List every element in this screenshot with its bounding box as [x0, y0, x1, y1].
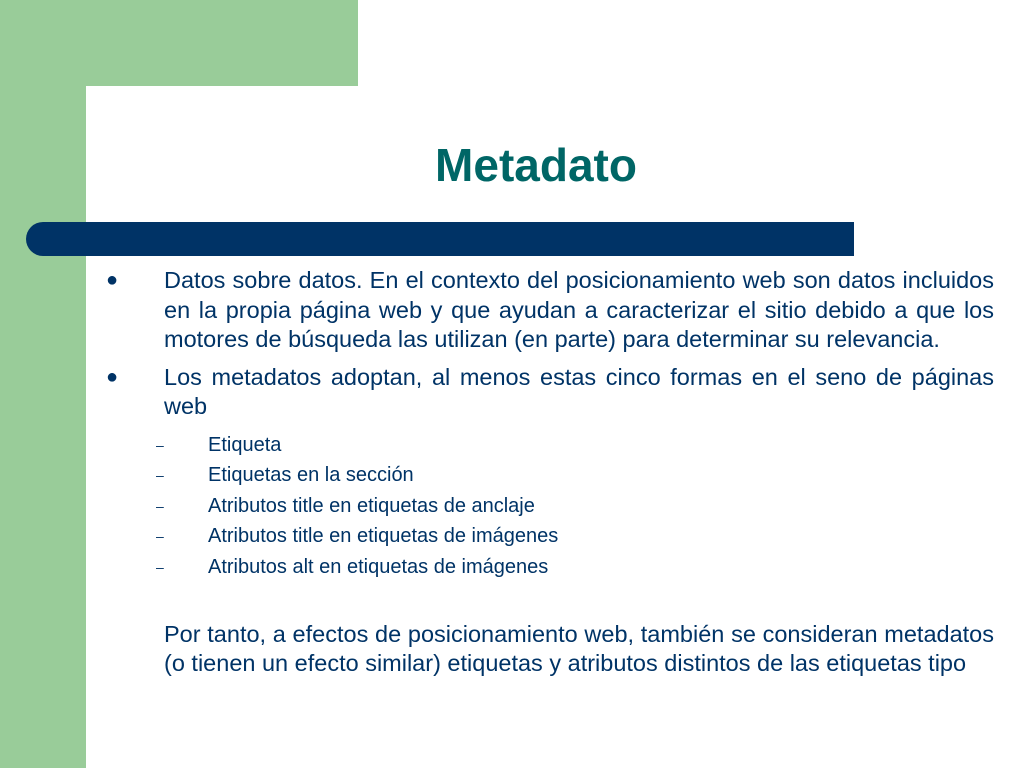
dash-icon: –	[156, 467, 164, 483]
slide-title: Metadato	[435, 139, 637, 191]
sub-item-text: Etiqueta	[208, 433, 282, 456]
sub-bullet-list	[0, 430, 1024, 583]
sub-item-5	[156, 552, 1024, 583]
decorative-green-top-band	[0, 0, 358, 86]
sub-item-3	[156, 491, 1024, 522]
closing-paragraph: Por tanto, a efectos de posicionamiento web, también se consideran metadatos (o tienen un efecto similar) etiquetas y atributos distintos de las etiquetas tipo	[164, 621, 994, 676]
bullet-text: Datos sobre datos. En el contexto del posicionamiento web son datos incluidos en la propia página web y que ayudan a caracterizar el sitio debido a que los motores de búsqueda las utilizan (en parte) para determinar su relevancia.	[164, 267, 994, 352]
sub-item-2	[156, 460, 1024, 491]
bullet-dot-icon: ●	[106, 269, 119, 291]
sub-item-text: Atributos title en etiquetas de anclaje	[208, 494, 535, 517]
dash-icon: –	[156, 436, 164, 453]
sub-item-1	[156, 430, 1024, 461]
title-underline-bar	[26, 222, 854, 256]
bullet-item-1	[106, 266, 994, 355]
bullet-item-2	[106, 363, 994, 422]
sub-item-4	[156, 521, 1024, 552]
dash-icon: –	[156, 497, 164, 514]
sub-item-text: Atributos title en etiquetas de imágenes	[208, 525, 559, 547]
dash-icon: –	[156, 528, 164, 544]
bullet-dot-icon: ●	[106, 365, 119, 388]
dash-icon: –	[156, 558, 164, 575]
sub-item-text: Atributos alt en etiquetas de imágenes	[208, 555, 549, 578]
slide-body	[0, 266, 1024, 701]
bullet-text: Los metadatos adoptan, al menos estas cinco formas en el seno de páginas web	[164, 363, 994, 419]
sub-item-text: Etiquetas en la sección	[208, 464, 414, 486]
